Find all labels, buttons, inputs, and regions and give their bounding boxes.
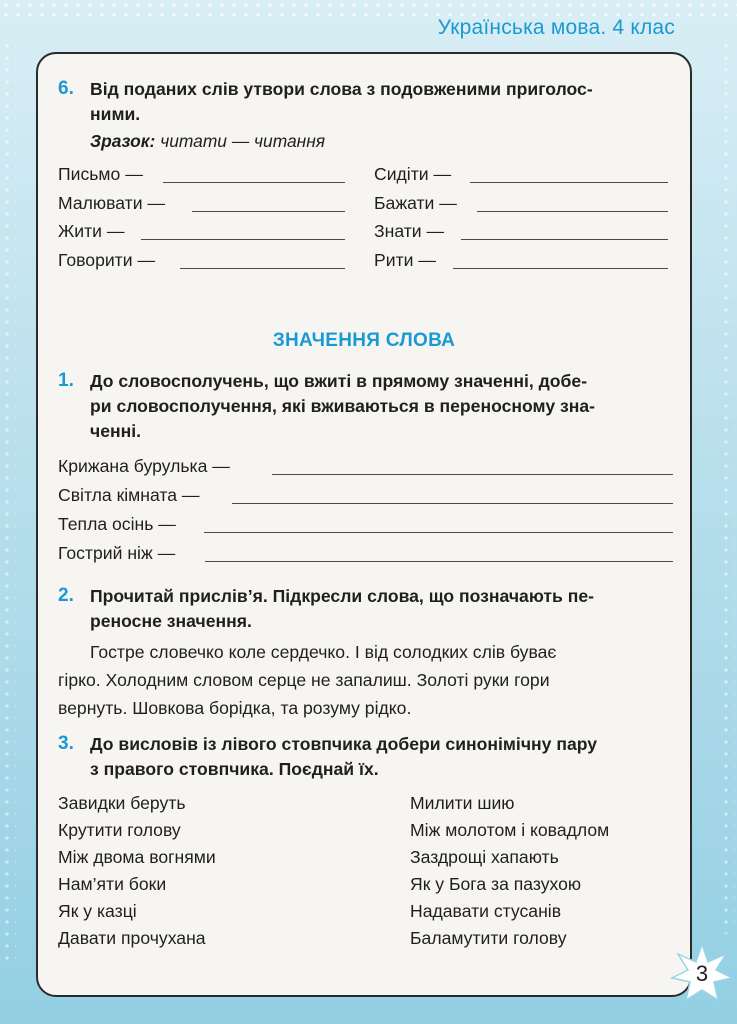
answer-line[interactable] [192,211,345,212]
answer-line[interactable] [141,239,345,240]
task6-sample [90,131,325,152]
task6-number: 6. [58,78,74,99]
task1-item-3: Тепла осінь — [58,514,176,534]
task3-number: 3. [58,733,74,754]
task6-right-word-4: Рити — [374,250,436,270]
task6-left-word-4: Говорити — [58,250,156,270]
task3-right-item-2[interactable]: Між молотом і ковадлом [410,820,610,840]
task3-instruction-line2: з правого стовпчика. Поєднай їх. [90,759,379,779]
task6-left-word-1: Письмо — [58,164,143,184]
left-dot-pattern [2,40,16,964]
proverbs-line3: вернуть. Шовкова борідка, та розуму рідко. [58,698,412,718]
proverbs-line1: Гостре словечко коле сердечко. І від солодких слів буває [90,642,557,662]
answer-line[interactable] [204,532,673,533]
task1-instruction-line1: До словосполучень, що вжиті в прямому значенні, добе- [90,371,588,391]
answer-line[interactable] [470,182,668,183]
task3-left-item-6[interactable]: Давати прочухана [58,928,206,948]
right-dot-pattern [721,40,735,934]
task6-right-word-1: Сидіти — [374,164,452,184]
task3-left-item-5[interactable]: Як у казці [58,901,137,921]
task6-instruction-line1: Від поданих слів утвори слова з подовженими приголос- [90,79,593,99]
answer-line[interactable] [232,503,673,504]
answer-line[interactable] [180,268,345,269]
task1-item-4: Гострий ніж — [58,543,176,563]
task3-right-item-1[interactable]: Милити шию [410,793,515,813]
top-dot-pattern [0,0,737,16]
answer-line[interactable] [461,239,668,240]
answer-line[interactable] [453,268,668,269]
task3-right-item-5[interactable]: Надавати стусанів [410,901,562,921]
task3-left-item-2[interactable]: Крутити голову [58,820,181,840]
sample-label: Зразок: [90,131,156,151]
header-title: Українська мова. 4 клас [437,16,675,39]
task1-item-1: Крижана бурулька — [58,456,230,476]
sample-text: читати — читання [160,131,326,151]
answer-line[interactable] [272,474,673,475]
page-number: 3 [695,961,709,986]
task1-instruction-line3: ченні. [90,421,142,441]
task2-instruction-line1: Прочитай прислів’я. Підкресли слова, що позначають пе- [90,586,594,606]
task2-number: 2. [58,585,74,606]
task3-right-item-4[interactable]: Як у Бога за пазухою [410,874,582,894]
task3-right-item-3[interactable]: Заздрощі хапають [410,847,559,867]
answer-line[interactable] [205,561,673,562]
task6-instruction-line2: ними. [90,104,141,124]
section-title: ЗНАЧЕННЯ СЛОВА [272,330,456,351]
answer-line[interactable] [477,211,668,212]
task6-left-word-2: Малювати — [58,193,166,213]
task3-right-item-6[interactable]: Баламутити голову [410,928,567,948]
proverbs-line2: гірко. Холодним словом серце не запалиш. Золоті руки гори [58,670,550,690]
answer-line[interactable] [163,182,345,183]
task3-left-item-4[interactable]: Нам’яти боки [58,874,167,894]
task1-item-2: Світла кімната — [58,485,200,505]
task2-instruction-line2: реносне значення. [90,611,252,631]
task3-left-item-3[interactable]: Між двома вогнями [58,847,216,867]
task1-instruction-line2: ри словосполучення, які вживаються в переносному зна- [90,396,596,416]
task6-right-word-2: Бажати — [374,193,457,213]
task6-right-word-3: Знати — [374,221,445,241]
task3-left-item-1[interactable]: Завидки беруть [58,793,186,813]
task3-instruction-line1: До висловів із лівого стовпчика добери синонімічну пару [90,734,598,754]
task1-number: 1. [58,370,74,391]
task6-left-word-3: Жити — [58,221,125,241]
